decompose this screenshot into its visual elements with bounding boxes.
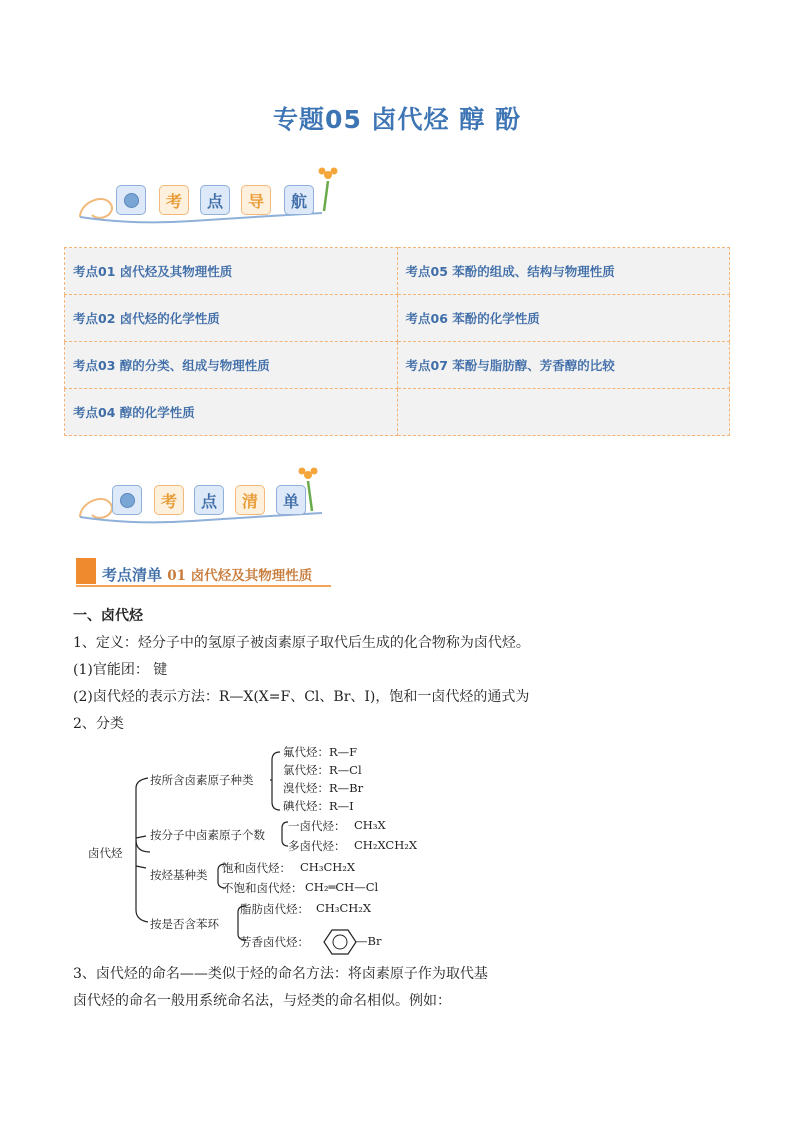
branch-item-label: 多卤代烃： <box>288 839 346 853</box>
branch-item: 碘代烃：R—I <box>283 799 354 813</box>
branch-item: 溴代烃：R—Br <box>283 781 364 795</box>
table-row <box>65 295 730 342</box>
table-row <box>65 248 730 295</box>
section-underline <box>76 585 331 587</box>
topic-navigation-table <box>64 247 730 436</box>
topic-link[interactable]: 考点06 苯酚的化学性质 <box>397 295 730 342</box>
branch-item-formula: CH₂XCH₂X <box>354 838 418 852</box>
branch-item-label: 芳香卤代烃： <box>240 935 309 949</box>
banner-char: 考 <box>159 185 189 215</box>
banner-char: 清 <box>235 485 265 515</box>
branch-item: 氟代烃：R—F <box>283 745 358 759</box>
branch-label: 按所含卤素原子种类 <box>150 773 254 787</box>
branch-item: 氯代烃：R—Cl <box>283 763 362 777</box>
heading-haloalkane: 一、卤代烃 <box>73 608 143 624</box>
banner-char: 单 <box>276 485 306 515</box>
empty-cell <box>397 389 730 436</box>
paragraph: 1、定义：烃分子中的氢原子被卤素原子取代后生成的化合物称为卤代烃。 <box>73 635 530 651</box>
branch-item-label: 饱和卤代烃： <box>222 861 291 875</box>
topic-link[interactable]: 考点01 卤代烃及其物理性质 <box>65 248 398 295</box>
branch-item-formula: CH₃CH₂X <box>316 901 372 915</box>
banner-ball-icon <box>112 485 142 515</box>
branch-item-formula: CH₃X <box>354 818 386 832</box>
paragraph: 3、卤代烃的命名——类似于烃的命名方法：将卤素原子作为取代基 <box>73 966 488 982</box>
branch-item-label: 不饱和卤代烃： <box>222 881 303 895</box>
paragraph: (1)官能团： 键 <box>73 662 168 678</box>
page-title: 专题05 卤代烃 醇 酚 <box>273 105 521 134</box>
branch-item-formula: CH₂═CH—Cl <box>305 880 379 894</box>
list-banner <box>72 463 342 533</box>
paragraph: 2、分类 <box>73 716 124 732</box>
topic-link[interactable]: 考点02 卤代烃的化学性质 <box>65 295 398 342</box>
banner-char: 点 <box>194 485 224 515</box>
branch-label: 按烃基种类 <box>150 868 208 882</box>
topic-link[interactable]: 考点03 醇的分类、组成与物理性质 <box>65 342 398 389</box>
paragraph: (2)卤代烃的表示方法：R—X(X=F、Cl、Br、I)，饱和一卤代烃的通式为 <box>73 689 530 705</box>
branch-label: 按是否含苯环 <box>150 917 219 931</box>
banner-char: 考 <box>154 485 184 515</box>
nav-banner <box>72 163 342 233</box>
banner-char: 点 <box>200 185 230 215</box>
section-marker <box>76 558 96 584</box>
diagram-root: 卤代烃 <box>88 846 123 860</box>
branch-item-formula: —Br <box>356 934 382 948</box>
table-row <box>65 389 730 436</box>
topic-link[interactable]: 考点07 苯酚与脂肪醇、芳香醇的比较 <box>397 342 730 389</box>
table-row <box>65 342 730 389</box>
topic-link[interactable]: 考点04 醇的化学性质 <box>65 389 398 436</box>
branch-label: 按分子中卤素原子个数 <box>150 828 265 842</box>
banner-char: 导 <box>241 185 271 215</box>
paragraph: 卤代烃的命名一般用系统命名法，与烃类的命名相似。例如： <box>73 993 451 1009</box>
section-subtitle: 01 卤代烃及其物理性质 <box>167 568 313 584</box>
branch-item-formula: CH₃CH₂X <box>300 860 356 874</box>
branch-item-label: 脂肪卤代烃： <box>240 902 309 916</box>
banner-ball-icon <box>116 185 146 215</box>
section-heading <box>76 558 336 586</box>
branch-item-label: 一卤代烃： <box>288 819 346 833</box>
section-label: 考点清单 <box>102 566 163 584</box>
topic-link[interactable]: 考点05 苯酚的组成、结构与物理性质 <box>397 248 730 295</box>
banner-char: 航 <box>284 185 314 215</box>
benzene-ring-icon <box>322 928 358 956</box>
